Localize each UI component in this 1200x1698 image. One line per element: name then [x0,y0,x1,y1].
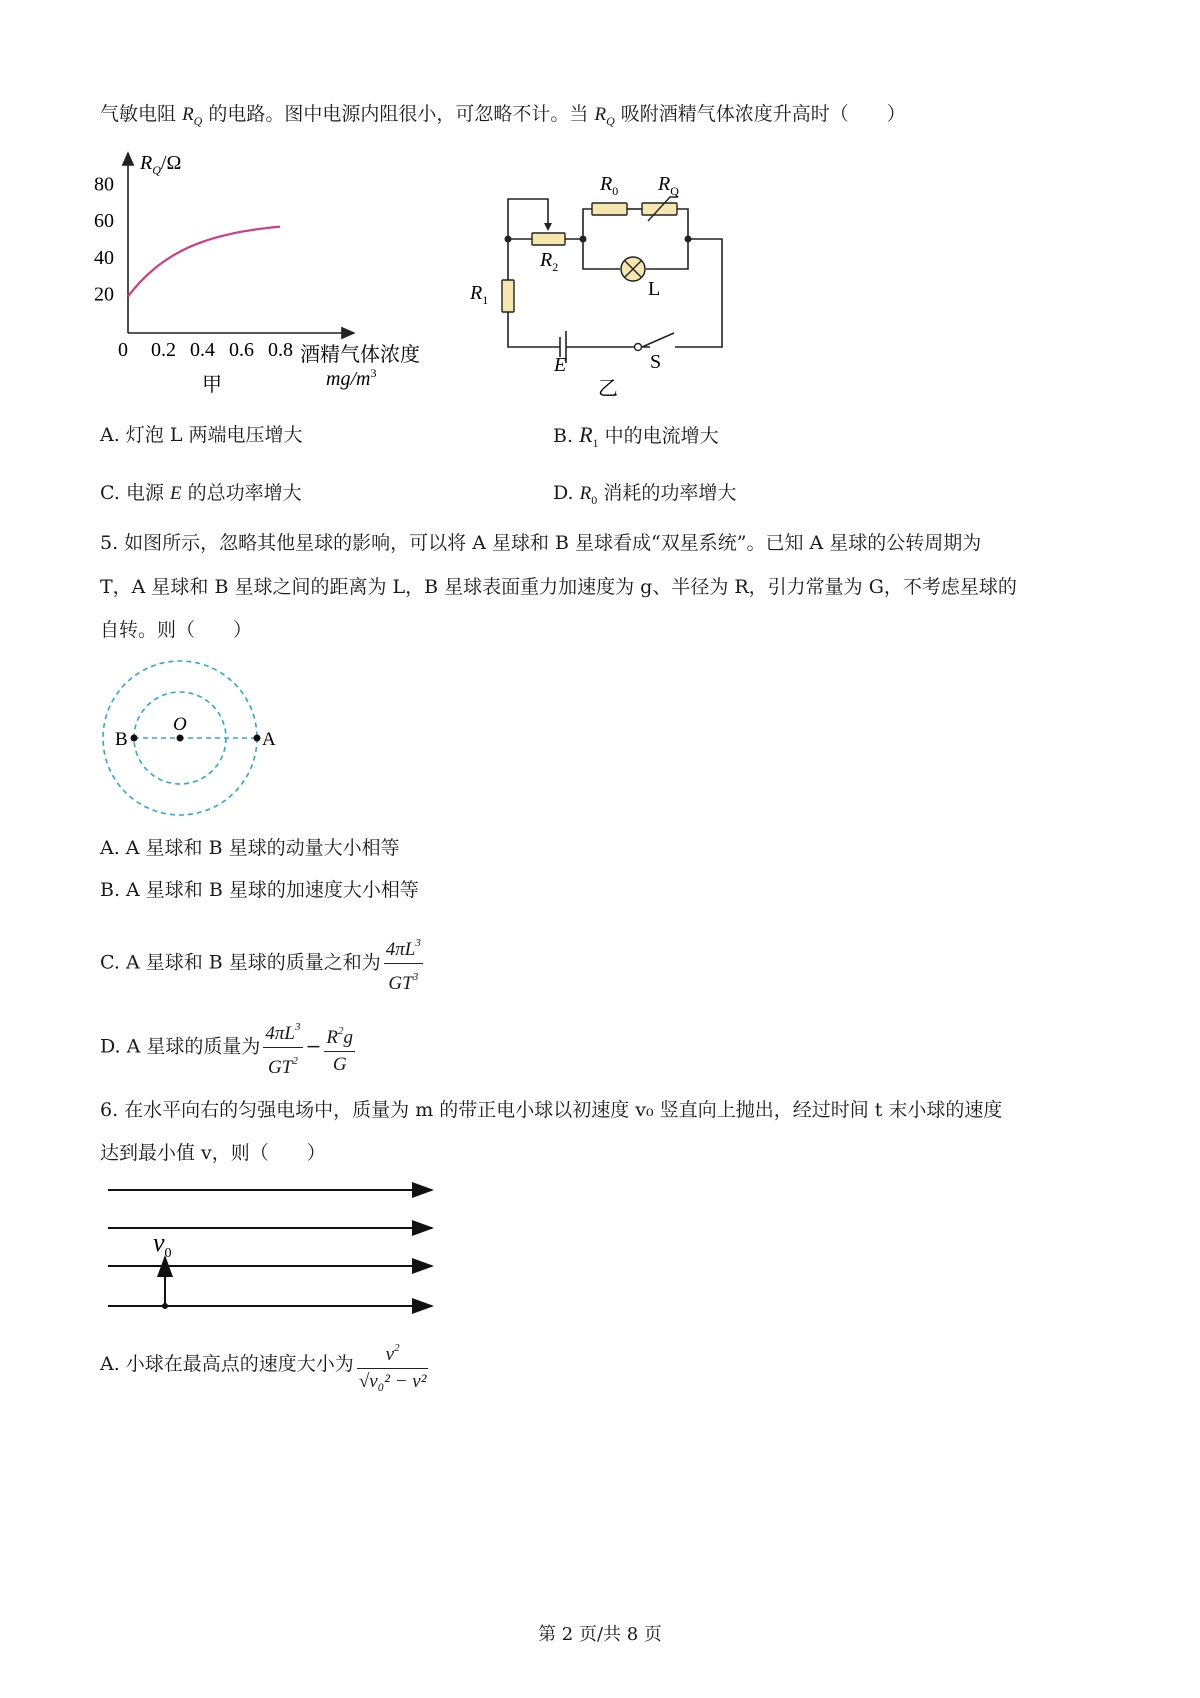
q5-d-fraction-2: $\frac{R^2g}{G}$ [324,1018,355,1078]
q4-graph [90,145,470,405]
q5-line-2: T，A 星球和 B 星球之间的距离为 L，B 星球表面重力加速度为 g、半径为 R，引力常量为 G，不考虑星球的 [100,576,1017,598]
y-tick-label: 60 [94,210,114,233]
page-footer: 第 2 页/共 8 页 [538,1624,662,1645]
center-o [177,735,184,742]
q4-intro-part-a: 气敏电阻 [100,103,177,125]
label-switch: S [650,351,662,373]
label-lamp: L [648,278,661,300]
q5-c-fraction: $\frac{4\pi L^3}{GT^3}$ [384,930,423,997]
q4-option-a: A. 灯泡 L 两端电压增大 [100,424,303,446]
label-o: O [173,714,187,735]
q4-rq-sub-2: Q [606,114,615,128]
q4-option-c: C. 电源 E 的总功率增大 [100,482,302,504]
q6-field-figure [100,1175,450,1325]
resistor-r1 [502,280,514,312]
graph-curve [128,227,280,297]
x-tick-label: 0 [118,339,128,361]
wire-left-lower [508,312,560,347]
q5-orbit-figure [95,660,295,820]
label-b: B [115,729,128,750]
q4-rq-symbol-2: R [594,104,607,125]
label-r2: $R_2$ [540,249,559,274]
q4-rq-sub: Q [193,114,203,128]
q5-line-3: 自转。则（ ） [100,619,253,641]
label-emf: E [554,354,567,376]
x-tick-label: 0.4 [190,339,215,361]
q5-option-b: B. A 星球和 B 星球的加速度大小相等 [100,879,419,901]
resistor-r0 [592,203,627,215]
q4-option-d: D. $R_0$ 消耗的功率增大 [553,482,737,507]
star-a [254,735,261,742]
graph-x-unit: $mg/m^3$ [326,366,377,390]
y-tick-label: 20 [94,283,114,306]
q6-a-fraction: $\frac{v^2}{\text{√v₀² − v²}}$ [357,1335,429,1395]
q6-line-1: 6. 在水平向右的匀强电场中，质量为 m 的带正电小球以初速度 v₀ 竖直向上抛出，经过时间 t 末小球的速度 [100,1099,1003,1121]
graph-caption: 甲 [202,374,222,396]
x-tick-label: 0.8 [268,339,293,361]
q6-option-a: A. 小球在最高点的速度大小为 $\frac{v^2}{\text{√v₀² − v²}}$ [100,1332,431,1396]
q5-line-1: 5. 如图所示，忽略其他星球的影响，可以将 A 星球和 B 星球看成“双星系统”。已知 A 星球的公转周期为 [100,532,982,554]
graph-y-label: $R_Q/\Omega$ [140,152,182,177]
label-a: A [262,729,276,750]
graph-x-ticks [118,339,293,361]
graph-y-ticks [94,174,114,306]
q6-line-2: 达到最小值 v，则（ ） [100,1142,326,1164]
q4-intro-part-c: 吸附酒精气体浓度升高时（ ） [620,103,906,125]
q4-intro-part-b: 的电路。图中电源内阻很小，可忽略不计。当 [208,103,589,125]
q5-option-d: D. A 星球的质量为 $\frac{4\pi L^3}{GT^2}$ − $\frac{R^2g}{G}$ [100,1014,358,1081]
q4-option-b: B. $R_1$ 中的电流增大 [553,422,719,450]
wire-right [675,239,722,347]
ball-icon [162,1303,168,1309]
resistor-r2 [532,233,565,245]
label-r1: $R_1$ [470,282,489,307]
q5-option-c: C. A 星球和 B 星球的质量之和为 $\frac{4\pi L^3}{GT^3}$ [100,930,426,997]
x-tick-label: 0.6 [229,339,254,361]
q4-circuit [470,165,750,405]
label-r0: $R_0$ [600,173,619,198]
y-tick-label: 80 [94,173,114,196]
q4-intro [100,100,906,135]
v0-label: $v_0$ [153,1228,172,1261]
circuit-caption: 乙 [598,378,618,400]
star-b [131,735,138,742]
q5-d-fraction-1: $\frac{4\pi L^3}{GT^2}$ [263,1014,302,1081]
q4-rq-symbol: R [182,104,194,125]
q5-option-a: A. A 星球和 B 星球的动量大小相等 [100,837,400,859]
x-tick-label: 0.2 [151,339,176,361]
graph-x-label: 酒精气体浓度 [300,344,420,366]
label-rq: $R_Q$ [658,173,679,198]
y-tick-label: 40 [94,246,114,269]
